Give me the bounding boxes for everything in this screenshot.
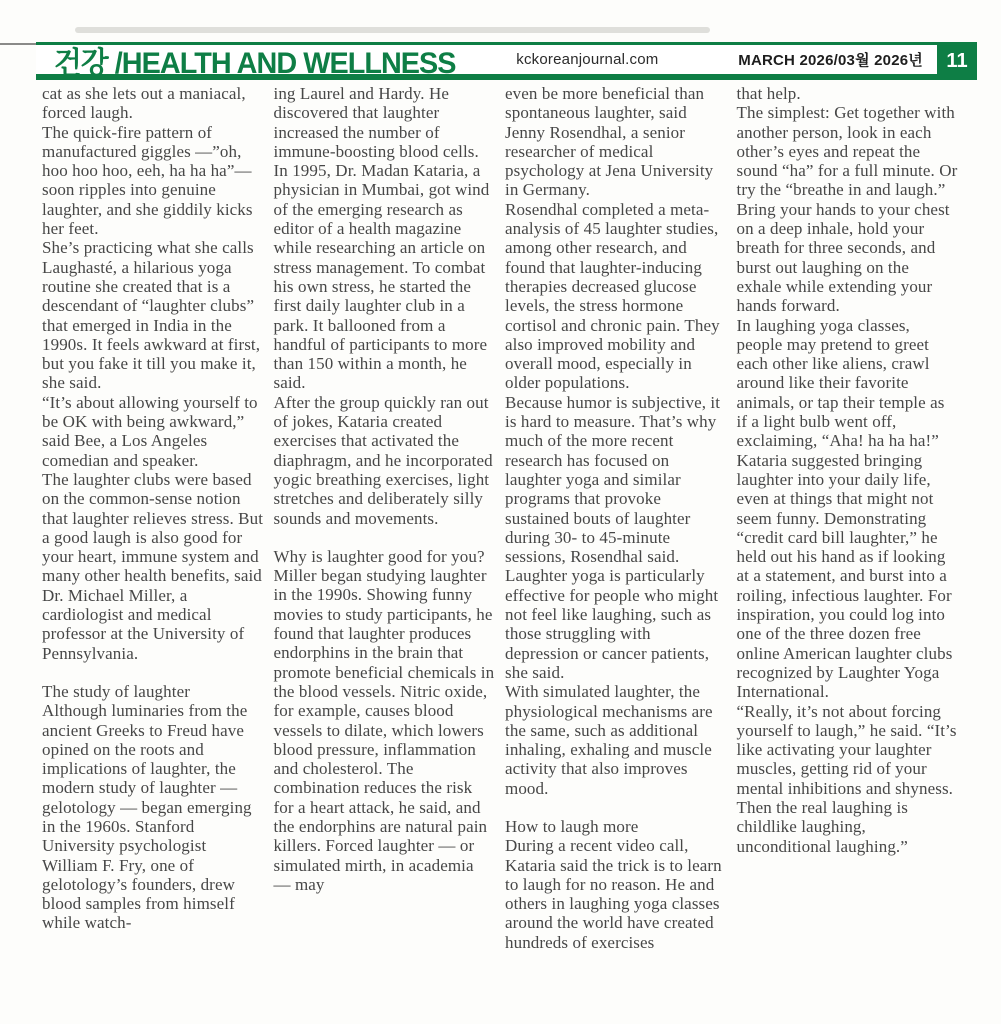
header-info-box	[472, 49, 937, 70]
paragraph: Miller began studying laughter in the 1990s. Showing funny movies to study participants, he found that laughter produces endorphins in the brain that promote beneficial chemicals in the blood vessels. Nitric oxide, for example, causes blood vessels to dilate, which lowers blood pressure, inflammation and cholesterol. The combination reduces the risk for a heart attack, he said, and the endorphins are natural pain killers. Forced laughter — or simulated mirth, in academia — may	[273, 566, 495, 894]
paragraph: Rosendhal completed a meta-analysis of 45 laughter studies, among other research, and found that laughter-inducing therapies decreased glucose levels, the stress hormone cortisol and chronic pain. They also improved mobility and overall mood, especially in older populations.	[505, 199, 720, 393]
text-column-2	[274, 84, 496, 952]
section-title: 건강 /HEALTH AND WELLNESS	[54, 46, 456, 80]
paragraph: Although luminaries from the ancient Greeks to Freud have opined on the roots and implications of laughter, the modern study of laughter — gelotology — began emerging in the 1960s. Stanford University psychologist William F. Fry, one of gelotology’s founders, drew blood samples from himself while watch-	[42, 701, 252, 933]
paragraph: “It’s about allowing yourself to be OK with being awkward,” said Bee, a Los Angeles comedian and speaker.	[42, 392, 258, 470]
subheading-study-of-laughter: The study of laughter	[42, 681, 190, 701]
subheading-how-to-laugh-more: How to laugh more	[505, 816, 639, 836]
paragraph: “Really, it’s not about forcing yourself to laugh,” he said. “It’s like activating your laughter muscles, getting rid of your mental inhibitions and shyness. Then the real laughing is childlike laughing, unconditional laughing.”	[736, 701, 957, 856]
page-number-badge	[937, 42, 977, 80]
paragraph: Because humor is subjective, it is hard to measure. That’s why much of the more recent research has focused on laughter yoga and similar programs that provoke sustained bouts of laughter during 30- to 45-minute sessions, Rosendhal said.	[505, 392, 721, 567]
text-column-1	[42, 84, 264, 952]
paragraph: The laughter clubs were based on the common-sense notion that laughter relieves stress. But a good laugh is also good for your heart, immune system and many other health benefits, said Dr. Michael Miller, a cardiologist and medical professor at the University of Pennsylvania.	[42, 469, 264, 663]
paragraph: In 1995, Dr. Madan Kataria, a physician in Mumbai, got wind of the emerging research as editor of a health magazine while researching an article on stress management. To combat his own stress, he started the first daily laughter club in a park. It ballooned from a handful of participants to more than 150 within a month, he said.	[273, 161, 490, 393]
paragraph: even be more beneficial than spontaneous laughter, said Jenny Rosendhal, a senior researcher of medical psychology at Jena University in Germany.	[505, 84, 714, 200]
text-column-3	[505, 84, 727, 952]
paragraph: During a recent video call, Kataria said the trick is to learn to laugh for no reason. He and others in laughing yoga classes around the world have created hundreds of exercises	[505, 836, 722, 952]
paragraph: Kataria suggested bringing laughter into your daily life, even at things that might not seem funny. Demonstrating “credit card bill laughter,” he held out his hand as if looking at a statement, and burst into a roiling, infectious laughter. For inspiration, you could log into one of the three dozen free online American laughter clubs recognized by Laughter Yoga International.	[736, 450, 953, 702]
paragraph: In laughing yoga classes, people may pretend to greet each other like aliens, crawl around like their favorite animals, or tap their temple as if a light bulb went off, exclaiming, “Aha! ha ha ha!”	[736, 315, 945, 451]
paragraph: After the group quickly ran out of jokes, Kataria created exercises that activated the diaphragm, and he incorporated yogic breathing exercises, light stretches and deliberately silly sounds and movements.	[273, 392, 493, 528]
page-header	[36, 42, 977, 80]
scan-artifact	[75, 27, 710, 33]
paragraph: She’s practicing what she calls Laughasté, a hilarious yoga routine she created that is a descendant of “laughter clubs” that emerged in India in the 1990s. It feels awkward at first, but you fake it till you make it, she said.	[42, 238, 261, 393]
text-column-4	[737, 84, 959, 952]
paragraph: Laughter yoga is particularly effective for people who might not feel like laughing, such as those struggling with depression or cancer patients, she said.	[505, 566, 719, 682]
header-rule-fragment	[0, 43, 36, 45]
paragraph: that help.	[736, 84, 801, 103]
paragraph: ing Laurel and Hardy. He discovered that laughter increased the number of immune-boosting blood cells.	[273, 84, 479, 161]
paragraph: The quick-fire pattern of manufactured giggles —”oh, hoo hoo hoo, eeh, ha ha ha”— soon ripples into genuine laughter, and she giddily kicks her feet.	[42, 122, 253, 239]
paragraph: With simulated laughter, the physiological mechanisms are the same, such as additional inhaling, exhaling and muscle activity that also improves mood.	[505, 682, 713, 798]
article-columns	[42, 84, 958, 952]
subheading-why-laughter-good: Why is laughter good for you?	[273, 546, 485, 566]
paragraph: The simplest: Get together with another person, look in each other’s eyes and repeat the sound “ha” for a full minute. Or try the “breathe in and laugh.” Bring your hands to your chest on a deep inhale, hold your breath for three seconds, and burst out laughing on the exhale while extending your hands forward.	[736, 103, 958, 316]
website-text: kckoreanjournal.com	[516, 51, 659, 68]
page-number: 11	[946, 49, 968, 72]
paragraph: cat as she lets out a maniacal, forced laugh.	[42, 84, 246, 123]
issue-date: MARCH 2026/03월 2026년	[738, 52, 923, 69]
